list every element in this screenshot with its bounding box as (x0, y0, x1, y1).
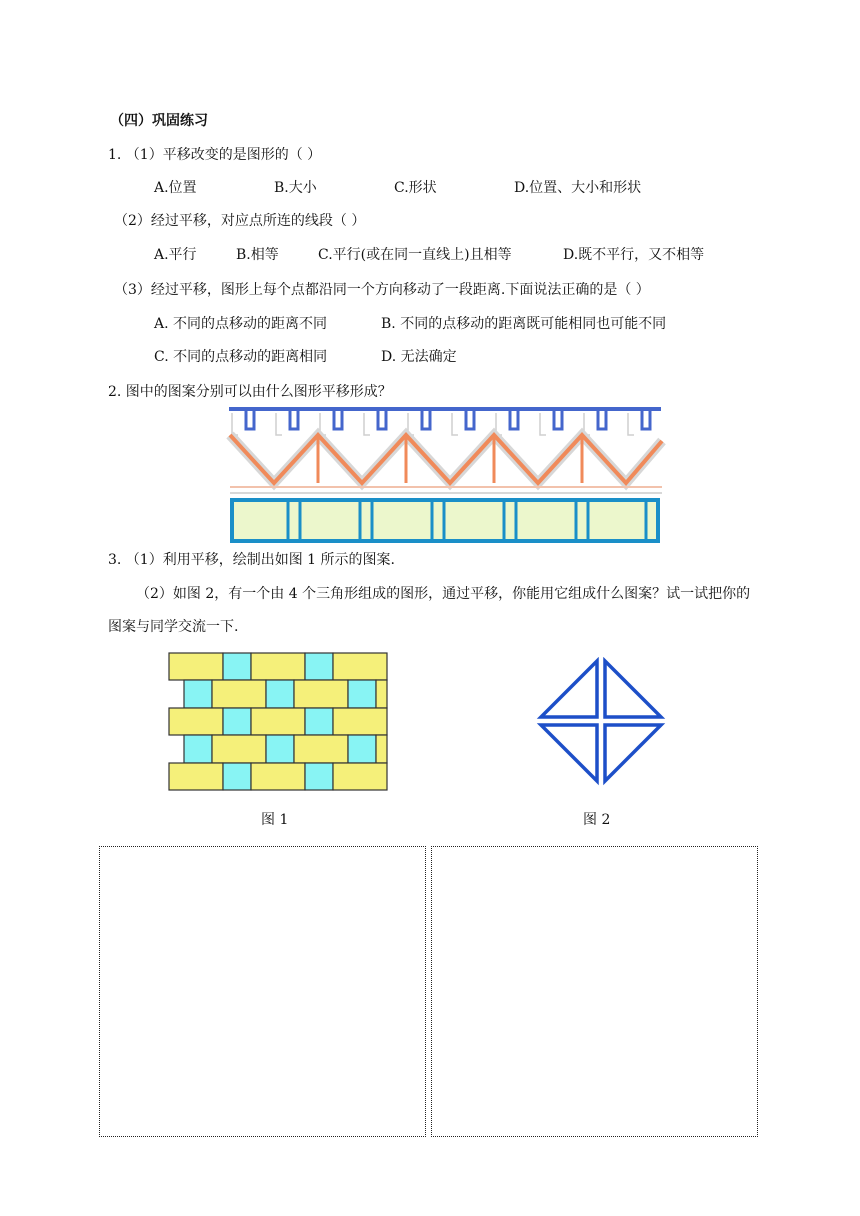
question-3-part-1: 3. （1）利用平移，绘制出如图 1 所示的图案. (108, 552, 395, 568)
question-1-part-3: （3）经过平移，图形上每个点都沿同一个方向移动了一段距离.下面说法正确的是（ ） (114, 282, 650, 298)
question-3-part-2-line-1: （2）如图 2，有一个由 4 个三角形组成的图形，通过平移，你能用它组成什么图案？试一试把你的 (136, 586, 751, 602)
question-2: 2. 图中的图案分别可以由什么图形平移形成？ (108, 384, 392, 400)
figure-1-brick-pattern (168, 652, 392, 794)
question-1-part-1: 1. （1）平移改变的是图形的（ ） (108, 147, 322, 163)
option-1d[interactable]: D.位置、大小和形状 (514, 180, 642, 196)
drawing-box-left[interactable] (99, 846, 426, 1137)
question-3-part-2-line-2: 图案与同学交流一下. (108, 619, 239, 635)
translation-patterns-figure (226, 405, 666, 545)
figure-1-caption: 图 1 (261, 812, 289, 828)
option-3d[interactable]: D. 无法确定 (381, 349, 457, 365)
option-2a[interactable]: A.平行 (154, 247, 197, 263)
option-2d[interactable]: D.既不平行，又不相等 (563, 247, 705, 263)
option-3b[interactable]: B. 不同的点移动的距离既可能相同也可能不同 (381, 316, 667, 332)
option-1c[interactable]: C.形状 (394, 180, 437, 196)
option-3a[interactable]: A. 不同的点移动的距离不同 (154, 316, 328, 332)
section-title: （四）巩固练习 (110, 113, 208, 129)
option-2b[interactable]: B.相等 (236, 247, 279, 263)
figure-2-caption: 图 2 (583, 812, 611, 828)
option-1b[interactable]: B.大小 (274, 180, 317, 196)
teal-rectangles-pattern (232, 500, 658, 541)
figure-2-diamond-triangles (536, 657, 666, 787)
blue-comb-pattern (229, 409, 661, 429)
option-1a[interactable]: A.位置 (154, 180, 197, 196)
comb-shadow (232, 413, 634, 435)
option-2c[interactable]: C.平行(或在同一直线上)且相等 (318, 247, 512, 263)
drawing-box-right[interactable] (431, 846, 758, 1137)
question-1-part-2: （2）经过平移，对应点所连的线段（ ） (114, 213, 366, 229)
option-3c[interactable]: C. 不同的点移动的距离相同 (154, 349, 328, 365)
orange-zigzag-pattern (230, 435, 662, 487)
